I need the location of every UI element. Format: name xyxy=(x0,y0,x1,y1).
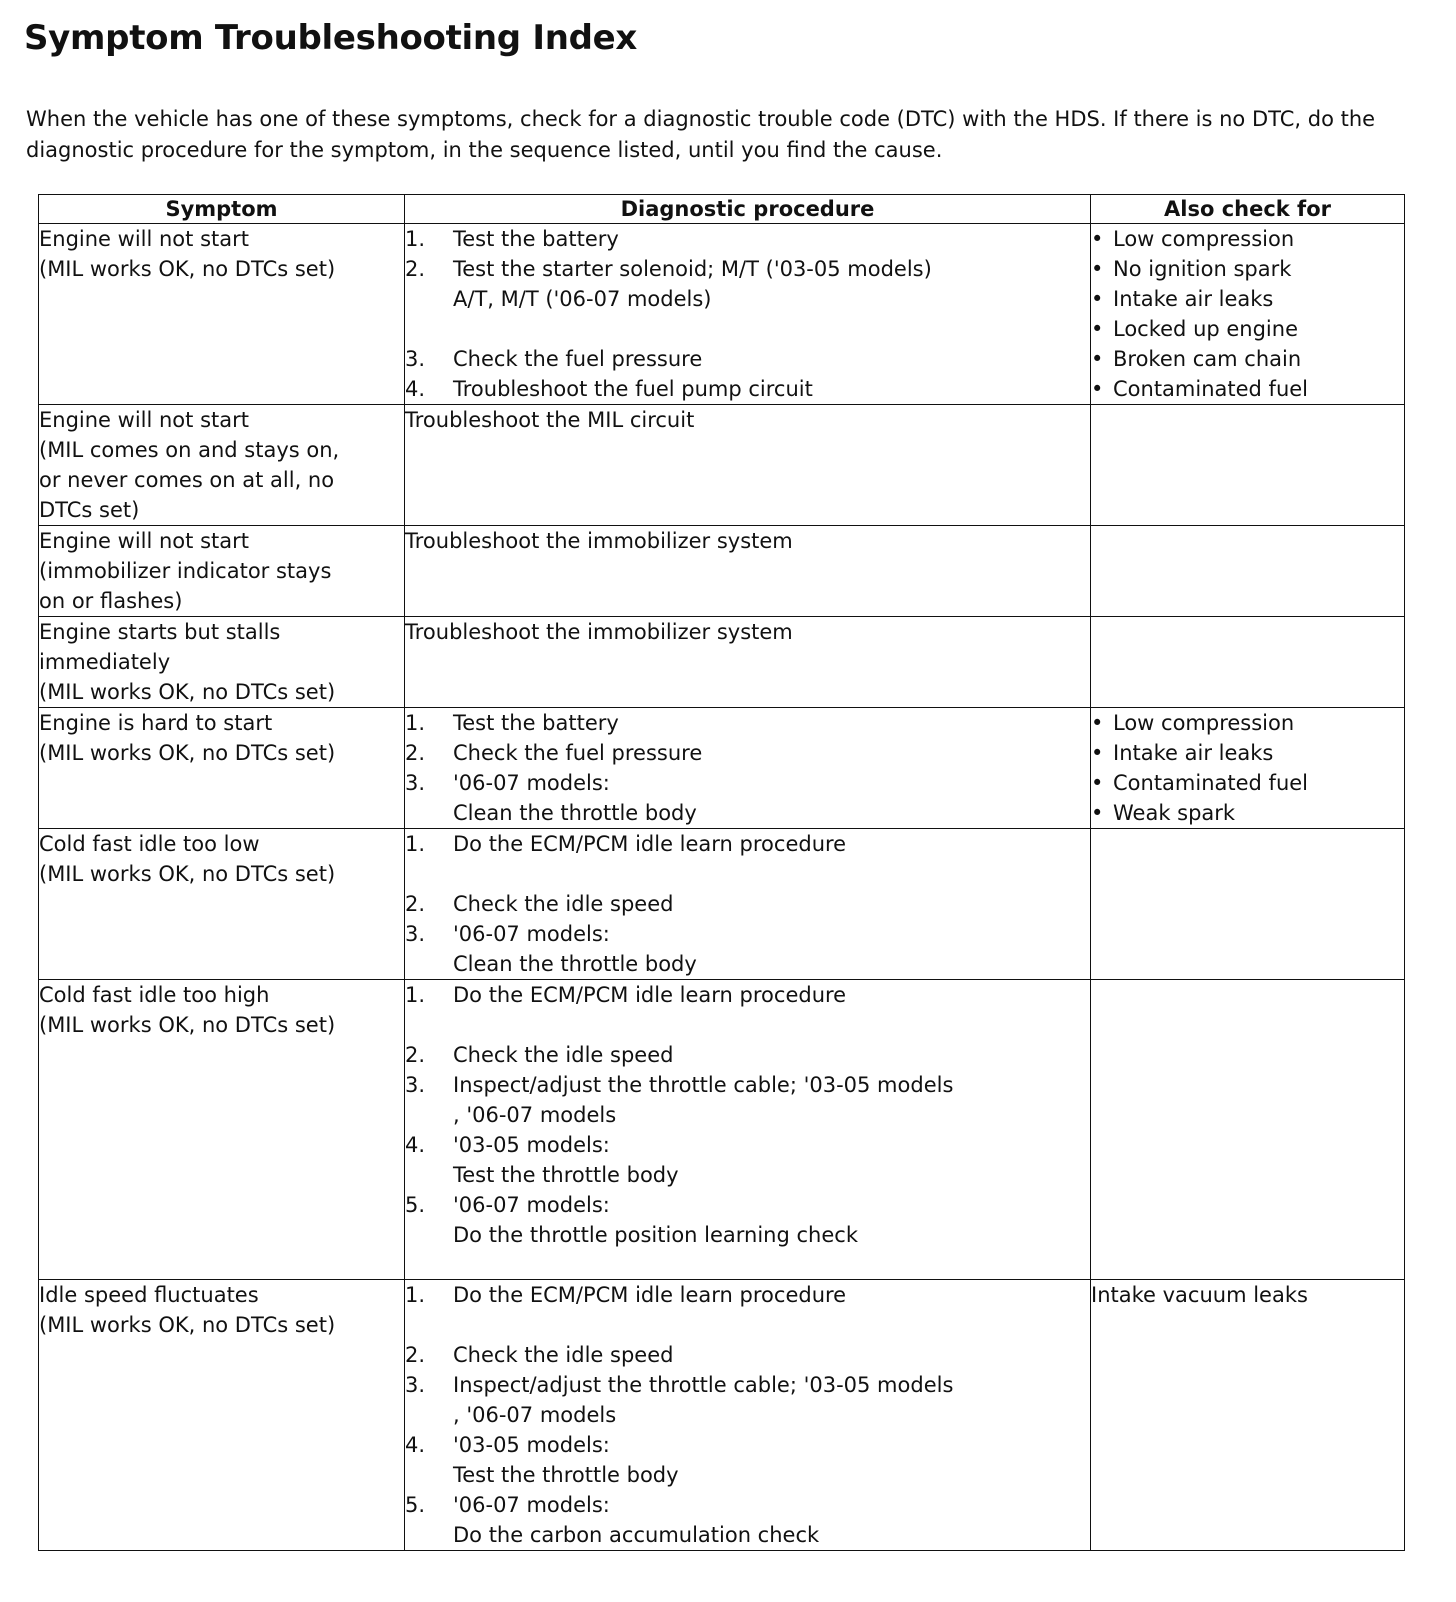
also-check-cell xyxy=(1091,224,1405,405)
step-line: '03-05 models: xyxy=(453,1433,610,1457)
symptom-line: (MIL works OK, no DTCs set) xyxy=(39,741,336,765)
step-line: Inspect/adjust the throttle cable; '03-05 models xyxy=(453,1373,954,1397)
step-number: 3. xyxy=(405,922,426,946)
step-number: 2. xyxy=(405,741,426,765)
step-line: Test the throttle body xyxy=(453,1163,679,1187)
table-row xyxy=(39,829,1405,980)
step-number: 1. xyxy=(405,1283,426,1307)
procedure-step xyxy=(405,1430,1090,1490)
step-line: Clean the throttle body xyxy=(453,952,697,976)
procedure-text: Troubleshoot the immobilizer system xyxy=(405,620,793,644)
step-number: 3. xyxy=(405,347,426,371)
procedure-step xyxy=(405,919,1090,979)
also-check-cell xyxy=(1091,829,1405,980)
also-check-text: Intake air leaks xyxy=(1113,741,1274,765)
bullet-icon: • xyxy=(1091,347,1104,371)
symptom-index-table xyxy=(38,194,1405,1551)
symptom-cell xyxy=(39,829,405,980)
step-line: , '06-07 models xyxy=(453,1103,617,1127)
procedure-step xyxy=(405,254,1090,314)
table-row xyxy=(39,526,1405,617)
also-check-cell xyxy=(1091,617,1405,708)
step-line: Test the battery xyxy=(453,227,619,251)
step-line: Test the throttle body xyxy=(453,1463,679,1487)
procedure-cell xyxy=(405,224,1091,405)
step-spacer xyxy=(405,314,1090,344)
also-check-item xyxy=(1091,314,1404,344)
symptom-line: Engine will not start xyxy=(39,529,249,553)
procedure-step xyxy=(405,708,1090,738)
symptom-line: (MIL works OK, no DTCs set) xyxy=(39,1313,336,1337)
symptom-line: (immobilizer indicator stays xyxy=(39,559,332,583)
step-line: Do the ECM/PCM idle learn procedure xyxy=(453,1283,847,1307)
procedure-step xyxy=(405,344,1090,374)
symptom-cell xyxy=(39,617,405,708)
step-text xyxy=(453,1340,1090,1370)
step-number: 2. xyxy=(405,257,426,281)
step-number: 1. xyxy=(405,227,426,251)
symptom-line: DTCs set) xyxy=(39,498,140,522)
step-text xyxy=(453,1490,1090,1550)
symptom-line: Engine is hard to start xyxy=(39,711,273,735)
bullet-icon: • xyxy=(1091,287,1104,311)
step-spacer xyxy=(405,1010,1090,1040)
symptom-line: Engine starts but stalls xyxy=(39,620,281,644)
step-number: 1. xyxy=(405,711,426,735)
step-number: 3. xyxy=(405,1073,426,1097)
step-number: 5. xyxy=(405,1493,426,1517)
step-text xyxy=(453,1430,1090,1490)
also-check-item: Intake vacuum leaks xyxy=(1091,1283,1308,1307)
also-check-cell xyxy=(1091,526,1405,617)
step-text xyxy=(453,980,1090,1010)
procedure-step xyxy=(405,1130,1090,1190)
step-line: Do the ECM/PCM idle learn procedure xyxy=(453,832,847,856)
step-number: 2. xyxy=(405,892,426,916)
also-check-cell xyxy=(1091,405,1405,526)
procedure-cell xyxy=(405,829,1091,980)
table-row xyxy=(39,405,1405,526)
procedure-step xyxy=(405,1340,1090,1370)
step-text xyxy=(453,829,1090,859)
procedure-step xyxy=(405,374,1090,404)
bullet-icon: • xyxy=(1091,227,1104,251)
bullet-icon: • xyxy=(1091,801,1104,825)
symptom-line: on or flashes) xyxy=(39,589,183,613)
step-line: '06-07 models: xyxy=(453,1493,610,1517)
procedure-text: Troubleshoot the MIL circuit xyxy=(405,408,695,432)
also-check-item xyxy=(1091,708,1404,738)
page-title: Symptom Troubleshooting Index xyxy=(24,18,638,58)
also-check-cell xyxy=(1091,1280,1405,1551)
symptom-cell xyxy=(39,526,405,617)
also-check-item xyxy=(1091,284,1404,314)
procedure-step xyxy=(405,889,1090,919)
step-number: 4. xyxy=(405,1133,426,1157)
also-check-cell xyxy=(1091,980,1405,1280)
symptom-line: Cold fast idle too low xyxy=(39,832,260,856)
step-text xyxy=(453,254,1090,314)
also-check-cell xyxy=(1091,708,1405,829)
step-text xyxy=(453,224,1090,254)
step-text xyxy=(453,1070,1090,1130)
also-check-item xyxy=(1091,798,1404,828)
symptom-line: Cold fast idle too high xyxy=(39,983,270,1007)
procedure-step xyxy=(405,980,1090,1010)
step-spacer xyxy=(405,859,1090,889)
table-row xyxy=(39,224,1405,405)
procedure-cell xyxy=(405,617,1091,708)
step-line: Check the idle speed xyxy=(453,1043,674,1067)
procedure-step xyxy=(405,1280,1090,1310)
symptom-cell xyxy=(39,224,405,405)
step-line: '06-07 models: xyxy=(453,1193,610,1217)
symptom-line: Idle speed fluctuates xyxy=(39,1283,259,1307)
step-line: Troubleshoot the fuel pump circuit xyxy=(453,377,813,401)
step-text xyxy=(453,1040,1090,1070)
also-check-item xyxy=(1091,768,1404,798)
bullet-icon: • xyxy=(1091,711,1104,735)
step-number: 1. xyxy=(405,983,426,1007)
header-symptom: Symptom xyxy=(39,195,405,224)
symptom-cell xyxy=(39,708,405,829)
step-number: 3. xyxy=(405,1373,426,1397)
step-number: 3. xyxy=(405,771,426,795)
also-check-item xyxy=(1091,738,1404,768)
procedure-step xyxy=(405,224,1090,254)
step-line: '06-07 models: xyxy=(453,771,610,795)
also-check-text: Low compression xyxy=(1113,711,1295,735)
symptom-line: or never comes on at all, no xyxy=(39,468,335,492)
step-text xyxy=(453,1280,1090,1310)
step-number: 4. xyxy=(405,1433,426,1457)
intro-paragraph: When the vehicle has one of these symptoms, check for a diagnostic trouble code (DTC) with the HDS. If there is no DTC, do the diagnostic procedure for the symptom, in the sequence listed, until you find the cause. xyxy=(26,107,1376,162)
symptom-cell xyxy=(39,405,405,526)
step-number: 2. xyxy=(405,1343,426,1367)
step-number: 1. xyxy=(405,832,426,856)
symptom-cell xyxy=(39,980,405,1280)
symptom-line: Engine will not start xyxy=(39,227,249,251)
also-check-text: Low compression xyxy=(1113,227,1295,251)
procedure-step xyxy=(405,1070,1090,1130)
header-also-check-for: Also check for xyxy=(1091,195,1405,224)
symptom-line: (MIL works OK, no DTCs set) xyxy=(39,257,336,281)
step-line: Check the fuel pressure xyxy=(453,741,703,765)
table-row xyxy=(39,708,1405,829)
symptom-line: immediately xyxy=(39,650,171,674)
table-row xyxy=(39,617,1405,708)
step-line: Check the idle speed xyxy=(453,1343,674,1367)
procedure-step xyxy=(405,1040,1090,1070)
step-number: 5. xyxy=(405,1193,426,1217)
step-text xyxy=(453,374,1090,404)
step-line: , '06-07 models xyxy=(453,1403,617,1427)
table-row xyxy=(39,1280,1405,1551)
symptom-cell xyxy=(39,1280,405,1551)
procedure-step xyxy=(405,829,1090,859)
symptom-line: (MIL comes on and stays on, xyxy=(39,438,340,462)
symptom-line: Engine will not start xyxy=(39,408,249,432)
step-line: '06-07 models: xyxy=(453,922,610,946)
bullet-icon: • xyxy=(1091,741,1104,765)
step-text xyxy=(453,344,1090,374)
symptom-line: (MIL works OK, no DTCs set) xyxy=(39,1013,336,1037)
procedure-text: Troubleshoot the immobilizer system xyxy=(405,529,793,553)
procedure-cell xyxy=(405,708,1091,829)
also-check-item xyxy=(1091,374,1404,404)
procedure-cell xyxy=(405,405,1091,526)
bullet-icon: • xyxy=(1091,377,1104,401)
step-text xyxy=(453,768,1090,828)
step-text xyxy=(453,889,1090,919)
step-line: Check the idle speed xyxy=(453,892,674,916)
step-line: Inspect/adjust the throttle cable; '03-05 models xyxy=(453,1073,954,1097)
step-spacer xyxy=(405,1310,1090,1340)
also-check-item xyxy=(1091,254,1404,284)
also-check-text: Broken cam chain xyxy=(1113,347,1302,371)
procedure-cell xyxy=(405,526,1091,617)
procedure-step xyxy=(405,768,1090,828)
also-check-text: Contaminated fuel xyxy=(1113,771,1309,795)
step-text xyxy=(453,1130,1090,1190)
also-check-text: Intake air leaks xyxy=(1113,287,1274,311)
step-line: Clean the throttle body xyxy=(453,801,697,825)
step-line: '03-05 models: xyxy=(453,1133,610,1157)
bullet-icon: • xyxy=(1091,317,1104,341)
table-body xyxy=(39,224,1405,1551)
step-number: 4. xyxy=(405,377,426,401)
step-text xyxy=(453,708,1090,738)
bullet-icon: • xyxy=(1091,771,1104,795)
procedure-step xyxy=(405,738,1090,768)
step-line: Do the ECM/PCM idle learn procedure xyxy=(453,983,847,1007)
also-check-text: No ignition spark xyxy=(1113,257,1292,281)
table-header-row xyxy=(39,195,1405,224)
step-line: Check the fuel pressure xyxy=(453,347,703,371)
step-line: Do the carbon accumulation check xyxy=(453,1523,820,1547)
also-check-item xyxy=(1091,224,1404,254)
symptom-line: (MIL works OK, no DTCs set) xyxy=(39,862,336,886)
also-check-text: Contaminated fuel xyxy=(1113,377,1309,401)
step-line: Do the throttle position learning check xyxy=(453,1223,858,1247)
header-diagnostic-procedure: Diagnostic procedure xyxy=(405,195,1091,224)
also-check-item xyxy=(1091,344,1404,374)
step-text xyxy=(453,1190,1090,1250)
table-row xyxy=(39,980,1405,1280)
procedure-step xyxy=(405,1490,1090,1550)
procedure-step xyxy=(405,1190,1090,1250)
also-check-text: Locked up engine xyxy=(1113,317,1299,341)
step-text xyxy=(453,738,1090,768)
step-line: Test the starter solenoid; M/T ('03-05 models) xyxy=(453,257,932,281)
procedure-cell xyxy=(405,1280,1091,1551)
step-text xyxy=(453,1370,1090,1430)
step-text xyxy=(453,919,1090,979)
procedure-step xyxy=(405,1370,1090,1430)
symptom-line: (MIL works OK, no DTCs set) xyxy=(39,680,336,704)
step-line: Test the battery xyxy=(453,711,619,735)
also-check-text: Weak spark xyxy=(1113,801,1236,825)
procedure-cell xyxy=(405,980,1091,1280)
step-number: 2. xyxy=(405,1043,426,1067)
step-line: A/T, M/T ('06-07 models) xyxy=(453,287,712,311)
bullet-icon: • xyxy=(1091,257,1104,281)
